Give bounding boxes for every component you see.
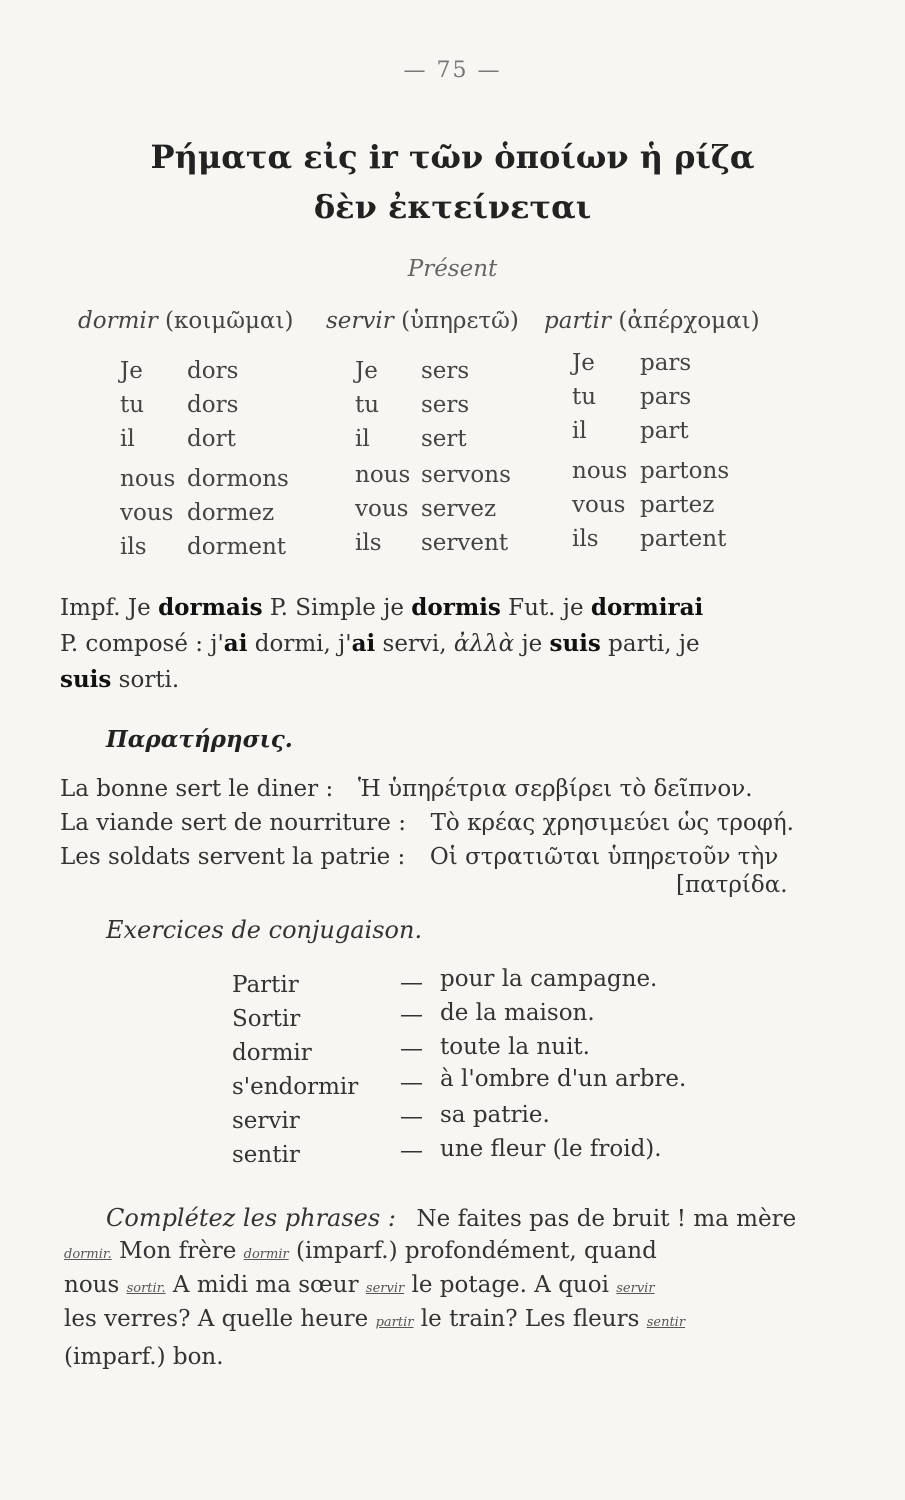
conj-form: dors	[187, 358, 239, 384]
conj-pronoun: vous	[572, 492, 626, 518]
conj-pronoun: Je	[120, 358, 143, 384]
complete-heading: Complétez les phrases :	[106, 1204, 396, 1232]
page-title-line2: δὲν ἐκτείνεται	[313, 188, 592, 226]
impf-label: Impf. Je	[60, 595, 151, 621]
tenses-line-3	[60, 666, 179, 693]
fill-blank[interactable]: sortir.	[126, 1281, 166, 1296]
verb-header-partir	[544, 308, 760, 334]
exercise-verb: dormir	[232, 1040, 312, 1066]
exercise-verb: servir	[232, 1108, 300, 1134]
remark-row	[60, 776, 753, 802]
conj-pronoun: tu	[120, 392, 145, 418]
conj-form: pars	[640, 350, 692, 376]
tense-label: Présent	[407, 256, 498, 282]
exercise-complement: toute la nuit.	[440, 1034, 590, 1060]
conj-pronoun: ils	[355, 530, 382, 556]
conj-form: partons	[640, 458, 730, 484]
remark-heading: Παρατήρησις.	[106, 726, 293, 753]
pc-suis: suis	[549, 630, 601, 657]
exercise-complement: une fleur (le froid).	[440, 1136, 662, 1162]
conj-pronoun: ils	[572, 526, 599, 552]
exercise-dash: —	[400, 1070, 423, 1096]
pc-alla: ἀλλὰ	[453, 631, 515, 657]
exercise-heading: Exercices de conjugaison.	[106, 916, 423, 944]
verb-name: servir	[326, 308, 394, 334]
remark-gr: Ἡ ὑπηρέτρια σερβίρει τὸ δεῖπνον.	[357, 776, 753, 802]
pc-suis-2: suis	[60, 666, 112, 693]
conj-form: part	[640, 418, 689, 444]
conj-pronoun: Je	[355, 358, 378, 384]
conj-form: servez	[421, 496, 497, 522]
remark-row	[60, 844, 778, 870]
complete-text: le potage. A quoi	[411, 1272, 609, 1298]
conj-pronoun: il	[572, 418, 587, 444]
conj-pronoun: vous	[355, 496, 409, 522]
complete-text: A midi ma sœur	[172, 1272, 359, 1298]
exercise-complement: pour la campagne.	[440, 966, 658, 992]
impf-form: dormais	[158, 594, 263, 621]
complete-text: Mon frère	[119, 1238, 237, 1264]
conj-pronoun: nous	[572, 458, 628, 484]
tenses-line-1	[60, 594, 703, 621]
tenses-line-2	[60, 630, 700, 657]
fut-form: dormirai	[590, 594, 704, 621]
conj-pronoun: nous	[355, 462, 411, 488]
complete-text: le train? Les fleurs	[420, 1306, 640, 1332]
conj-form: dort	[187, 426, 236, 452]
remark-continuation: [πατρίδα.	[676, 872, 788, 898]
pc-sorti: sorti.	[118, 667, 180, 693]
pc-ai: ai	[223, 630, 248, 657]
exercise-dash: —	[400, 1002, 423, 1028]
pc-ai-2: ai	[351, 630, 376, 657]
verb-greek: (κοιμῶμαι)	[165, 308, 294, 334]
conj-pronoun: ils	[120, 534, 147, 560]
fill-blank[interactable]: sentir	[646, 1315, 686, 1330]
pc-parti: parti, je	[608, 631, 700, 657]
complete-line-2	[64, 1238, 657, 1264]
remark-fr: La viande sert de nourriture :	[60, 810, 406, 836]
fill-blank[interactable]: servir	[616, 1281, 655, 1296]
fut-label: Fut. je	[508, 595, 584, 621]
exercise-complement: de la maison.	[440, 1000, 595, 1026]
conj-form: dormons	[187, 466, 289, 492]
remark-gr: Τὸ κρέας χρησιμεύει ὡς τροφή.	[430, 810, 794, 836]
verb-header-servir	[326, 308, 519, 334]
conj-form: pars	[640, 384, 692, 410]
verb-name: partir	[544, 308, 612, 334]
conj-form: servons	[421, 462, 511, 488]
conj-form: servent	[421, 530, 509, 556]
remark-fr: Les soldats servent la patrie :	[60, 844, 406, 870]
verb-greek: (ἀπέρχομαι)	[618, 308, 760, 334]
exercise-dash: —	[400, 1104, 423, 1130]
pc-label: P. composé : j'	[60, 631, 224, 657]
page-number: — 75 —	[403, 58, 502, 83]
verb-greek: (ὑπηρετῶ)	[401, 308, 519, 334]
page-title: Ρήματα εἰς ir τῶν ὁποίων ἡ ρίζα	[150, 138, 755, 176]
complete-text: les verres? A quelle heure	[64, 1306, 369, 1332]
conj-form: dorment	[187, 534, 287, 560]
verb-header-dormir	[78, 308, 293, 334]
exercise-dash: —	[400, 1036, 423, 1062]
conj-form: dors	[187, 392, 239, 418]
fill-blank[interactable]: dormir.	[64, 1247, 112, 1262]
exercise-verb: Sortir	[232, 1006, 301, 1032]
conj-form: partez	[640, 492, 715, 518]
remark-fr: La bonne sert le diner :	[60, 776, 334, 802]
conj-form: sers	[421, 392, 470, 418]
pc-servi: servi,	[382, 631, 447, 657]
conj-form: partent	[640, 526, 727, 552]
conj-pronoun: Je	[572, 350, 595, 376]
complete-line-1	[106, 1204, 796, 1232]
fill-blank[interactable]: servir	[365, 1281, 405, 1296]
pc-je: je	[521, 631, 543, 657]
exercise-verb: Partir	[232, 972, 299, 998]
complete-text: Ne faites pas de bruit ! ma mère	[416, 1206, 797, 1232]
complete-line-3	[64, 1272, 655, 1298]
pc-dormi: dormi, j'	[254, 631, 352, 657]
exercise-verb: s'endormir	[232, 1074, 359, 1100]
conj-pronoun: vous	[120, 500, 174, 526]
conj-pronoun: il	[120, 426, 135, 452]
complete-text: nous	[64, 1272, 120, 1298]
conj-pronoun: nous	[120, 466, 176, 492]
conj-pronoun: tu	[355, 392, 380, 418]
exercise-complement: sa patrie.	[440, 1102, 550, 1128]
remark-gr: Οἱ στρατιῶται ὑπηρετοῦν τὴν	[429, 844, 779, 870]
conj-form: sert	[421, 426, 467, 452]
exercise-dash: —	[400, 1138, 423, 1164]
conj-pronoun: tu	[572, 384, 597, 410]
exercise-complement: à l'ombre d'un arbre.	[440, 1066, 687, 1092]
fill-blank[interactable]: partir	[375, 1315, 414, 1330]
complete-line-4	[64, 1306, 685, 1332]
ps-label: P. Simple je	[269, 595, 404, 621]
complete-text: (imparf.) profondément, quand	[296, 1238, 657, 1264]
conj-form: sers	[421, 358, 470, 384]
conj-pronoun: il	[355, 426, 370, 452]
ps-form: dormis	[411, 594, 501, 621]
fill-blank[interactable]: dormir	[243, 1247, 289, 1262]
complete-line-5: (imparf.) bon.	[64, 1344, 224, 1370]
exercise-verb: sentir	[232, 1142, 300, 1168]
verb-name: dormir	[78, 308, 158, 334]
remark-row	[60, 810, 794, 836]
conj-form: dormez	[187, 500, 275, 526]
exercise-dash: —	[400, 970, 423, 996]
